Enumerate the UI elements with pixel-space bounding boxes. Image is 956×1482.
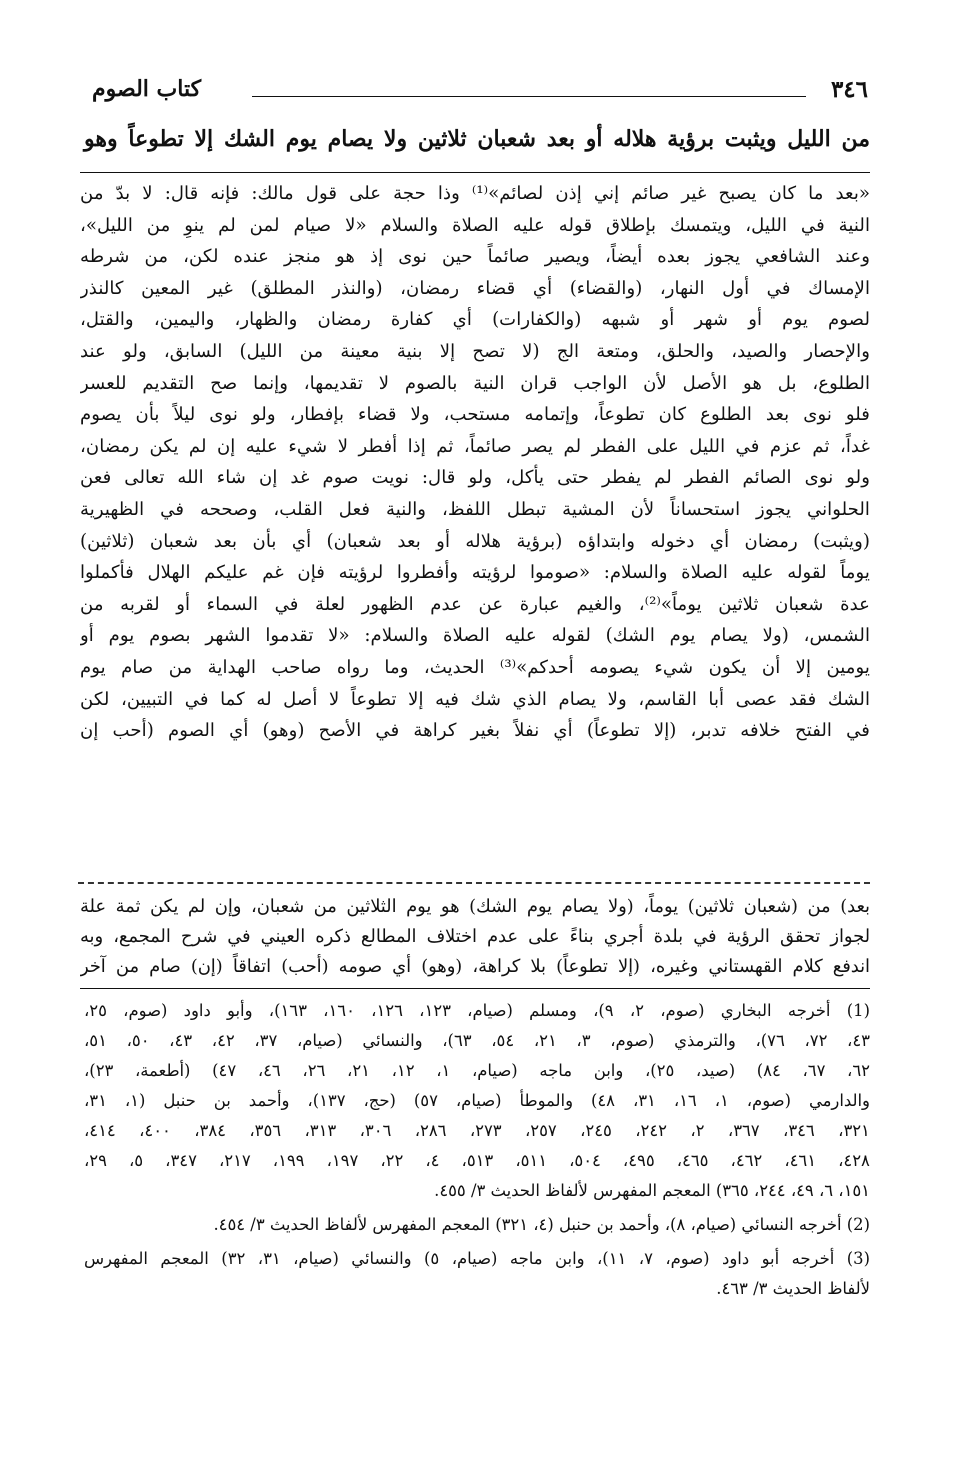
footnote-divider <box>80 988 870 989</box>
commentary-line: لصوم يوم أو شهر أو شبهه (والكفارات) أي كفارة رمضان والظهار، واليمين، والقتل، <box>80 309 870 331</box>
footnote-line: ٤٢٨، ٤٦١، ٤٦٢، ٤٦٥، ٤٩٥، ٥٠٤، ٥١١، ٥١٣، ٤، ٢٢، ١٩٧، ١٩٩، ٢١٧، ٣٤٧، ٥، ٢٩، <box>84 1151 870 1170</box>
commentary-line: يوماً لقوله عليه الصلاة والسلام: «صوموا لرؤيته وأفطروا لرؤيته فإن غم عليكم الهلال فأكملوا <box>80 562 870 584</box>
footnote-line: والدارمي (صوم، ١، ١٦، ٣١، ٤٨) والموطأ (صيام، ٥٧) (حج، ١٣٧)، وأحمد بن حنبل (١، ٣١، <box>84 1091 870 1110</box>
commentary-line: الطلوع، بل هو الأصل لأن الواجب قران النية بالصوم لا تقديمها، وإنما صح التقديم للعسر <box>80 372 870 394</box>
commentary-line: في الفتح خلافه تدبر، (إلا تطوعاً) أي نفلاً بغير كراهة في الأصح (وهو) أي الصوم (أحب إن <box>80 720 870 742</box>
commentary-line: «بعد ما كان يصبح غير صائم إني إذن لصائم»⁽¹⁾ وذا حجة على قول مالك: فإنه قال: لا بدّ من <box>80 183 870 204</box>
header-rule <box>252 96 806 97</box>
commentary-line: عدة شعبان ثلاثين يوماً»⁽²⁾، والغيم عبارة عن عدم الظهور لعلة في السماء أو لقربه من <box>80 593 870 615</box>
commentary-line: فلو نوى بعد الطلوع كان تطوعاً، وإتمامه مستحب، ولا قضاء بإفطار، ولو نوى ليلاً بأن يصوم <box>80 404 870 426</box>
commentary-line: الإمساك في أول النهار، (والقضاء) أي قضاء رمضان، (والنذر المطلق) غير المعين كالنذر <box>80 277 870 299</box>
second-commentary-line: اندفع كلام القهستاني وغيره، (إلا تطوعاً) بلا كراهة، (وهو) أي صومه (أحب) اتفاقاً (إن) صام من آخر <box>80 956 870 977</box>
matn-divider <box>80 172 870 173</box>
footnote-line: ٦٢، ٦٧، ٨٤) (صيد، ٢٥)، وابن ماجه (صيام، ١، ١٢، ٢١، ٢٦، ٤٦، ٤٧) (أطعمة، ٢٣)، <box>84 1061 870 1080</box>
footnotes <box>84 996 870 1308</box>
commentary-line: والإحصار والصيد، والحلق، ومتعة الج (لا تصح إلا بنية معينة من الليل) السابق، ولو عند <box>80 340 870 362</box>
footnote-2 <box>84 1210 870 1240</box>
commentary-text <box>80 178 870 747</box>
footnote-line: ٣٢١، ٣٤٦، ٣٦٧، ٢، ٢٤٢، ٢٤٥، ٢٥٧، ٢٧٣، ٢٨٦، ٣٠٦، ٣١٣، ٣٥٦، ٣٨٤، ٤٠٠، ٤١٤، <box>84 1121 870 1140</box>
commentary-line: النية في الليل، ويتمسك بإطلاق قوله عليه الصلاة والسلام «لا صيام لمن لم ينوِ من الليل»، <box>80 214 870 236</box>
page-number: ٣٤٦ <box>830 76 868 103</box>
commentary-line: (ويثبت) رمضان أي دخوله وابتداؤه (برؤية هلاله أو بعد شعبان) أي بأن بعد شعبان (ثلاثين) <box>80 530 870 552</box>
second-commentary-line: لجواز تحقق الرؤية في بلدة أجري بناءً على عدم اختلاف المطالع ذكره العيني في شرح المجمع، وبه <box>80 926 870 947</box>
footnote-3 <box>84 1244 870 1304</box>
commentary-line: وعند الشافعي يجوز بعده أيضاً، ويصير صائماً حين نوى إذ هو منجز عنده لكن، من شرطه <box>80 246 870 268</box>
matn-text: من الليل ويثبت برؤية هلاله أو بعد شعبان ثلاثين ولا يصام يوم الشك إلا تطوعاً وهو <box>84 126 870 152</box>
footnote-line: (3) أخرجه أبو داود (صوم، ٧، ١١)، وابن ماجه (صيام، ٥) والنسائي (صيام، ٣١، ٣٢) المعجم المفهرس <box>84 1249 870 1268</box>
second-commentary-line: بعد) من (شعبان ثلاثين) يوماً، (ولا يصام يوم الشك) هو يوم الثلاثين من شعبان، وإن لم يكن ثمة علة <box>80 896 870 917</box>
book-title: كتاب الصوم <box>92 76 202 102</box>
second-commentary-text <box>80 892 870 982</box>
commentary-divider <box>78 882 870 884</box>
commentary-line: الشمس، (ولا يصام يوم الشك) لقوله عليه الصلاة والسلام: «لا تقدموا الشهر بصوم يوم أو <box>80 625 870 647</box>
commentary-line: يومين إلا أن يكون شيء يصومه أحدكم»⁽³⁾ الحديث، وما رواه صاحب الهداية من صام يوم <box>80 656 870 678</box>
commentary-line: ولو نوى الصائم الفطر لم يفطر حتى يأكل، ولو قال: نويت صوم غد إن شاء الله تعالى فعن <box>80 467 870 489</box>
page-header <box>92 76 868 106</box>
commentary-line: الشك فقد عصى أبا القاسم، ولا يصام الذي شك فيه إلا تطوعاً لا أصل له كما في التبيين، لكن <box>80 688 870 710</box>
footnote-1 <box>84 996 870 1206</box>
commentary-line: غداً، ثم عزم في الليل على الفطر لم يصر صائماً، ثم إذا أفطر لا شيء عليه إن لم يكن رمضان، <box>80 435 870 457</box>
footnote-line: لألفاظ الحديث ٣/ ٤٦٣. <box>716 1279 870 1298</box>
footnote-line: ١٥١، ٦، ٤٩، ٢٤٤، ٣٦٥) المعجم المفهرس لألفاظ الحديث ٣/ ٤٥٥. <box>434 1181 870 1200</box>
footnote-line: ٤٣، ٧٢، ٧٦)، والترمذي (صوم، ٣، ٢١، ٥٤، ٦٣)، والنسائي (صيام، ٣٧، ٤٢، ٤٣، ٥٠، ٥١، <box>84 1031 870 1050</box>
commentary-line: الحلواني يجوز استحساناً لأن المشية تبطل اللفظ، والنية فعل القلب، وصححه في الظهيرية <box>80 498 870 520</box>
footnote-line: (1) أخرجه البخاري (صوم، ٢، ٩)، ومسلم (صيام، ١٢٣، ١٢٦، ١٦٠، ١٦٣)، وأبو داود (صوم، ٢٥، <box>84 1001 870 1020</box>
footnote-line: (2) أخرجه النسائي (صيام، ٨)، وأحمد بن حنبل (٤، ٣٢١) المعجم المفهرس لألفاظ الحديث ٣/ ٤٥٤. <box>213 1215 870 1234</box>
